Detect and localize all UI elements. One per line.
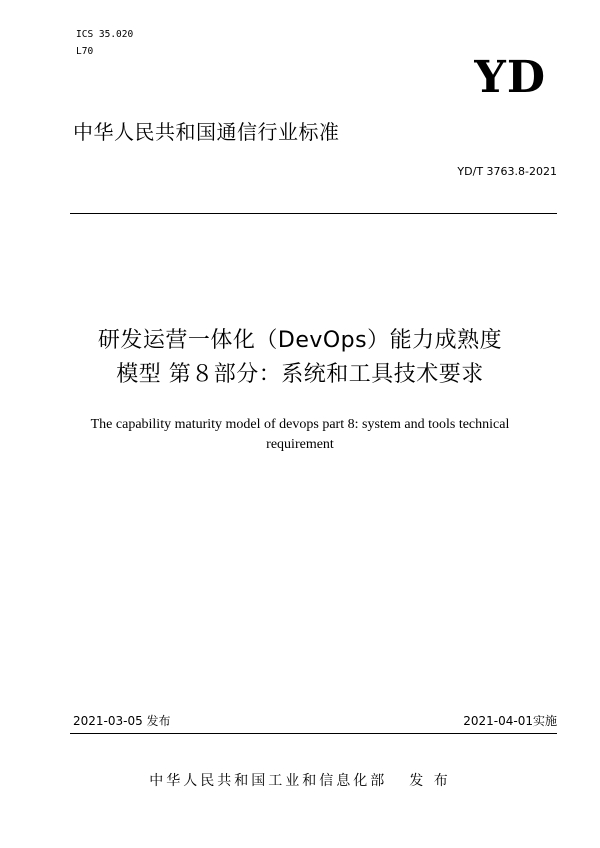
issuer-action: 发 布 [409, 773, 451, 789]
document-title-cn-line2: 模型 第８部分：系统和工具技术要求 [116, 362, 484, 387]
ics-code: ICS 35.020 [76, 29, 134, 40]
publish-date: 2021-03-05 发布 [73, 714, 171, 728]
implementation-date: 2021-04-01实施 [463, 714, 557, 728]
standard-number: YD/T 3763.8-2021 [457, 165, 557, 178]
yd-logo: YD [474, 52, 546, 103]
document-title-en-line1: The capability maturity model of devops part 8: system and tools technical [90, 417, 510, 432]
document-title-cn-line1: 研发运营一体化（DevOps）能力成熟度 [97, 328, 503, 353]
classification-code: L70 [76, 46, 94, 57]
standard-category-title: 中华人民共和国通信行业标准 [73, 120, 340, 144]
bottom-divider [70, 733, 557, 734]
top-divider [70, 213, 557, 214]
document-title-en-line2: requirement [266, 437, 334, 452]
issuer-name: 中华人民共和国工业和信息化部 [149, 773, 388, 789]
issuing-authority [0, 770, 600, 792]
